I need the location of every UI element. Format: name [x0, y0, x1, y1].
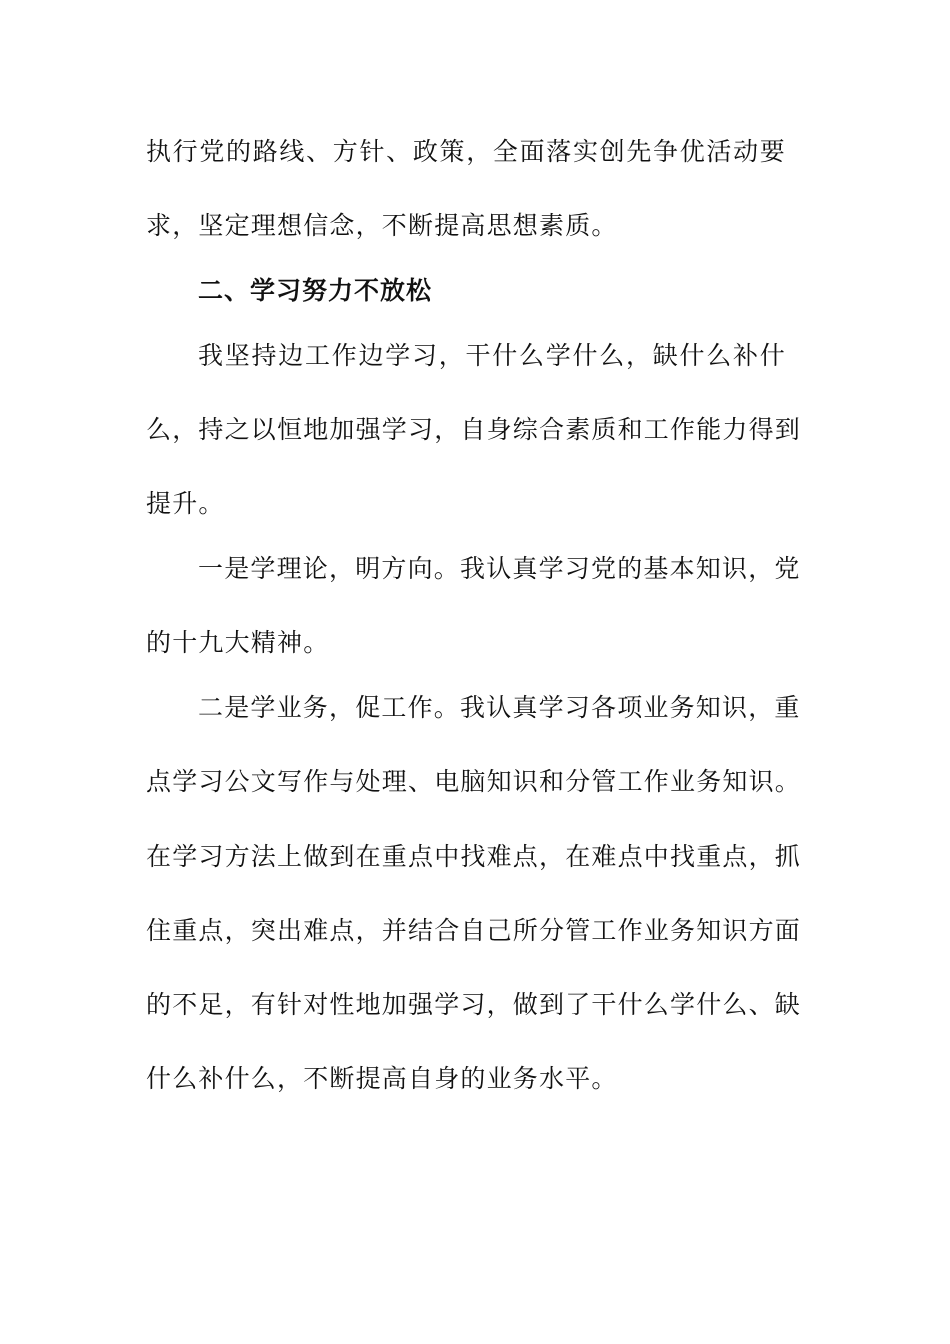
body-text-line: 什么补什么，不断提高自身的业务水平。 [146, 1064, 618, 1093]
body-text-line: 二是学业务，促工作。我认真学习各项业务知识，重 [198, 693, 801, 722]
body-text-line: 点学习公文写作与处理、电脑知识和分管工作业务知识。 [146, 767, 802, 796]
body-text-line: 一是学理论，明方向。我认真学习党的基本知识，党 [198, 554, 801, 583]
body-text-line: 执行党的路线、方针、政策，全面落实创先争优活动要 [146, 137, 786, 166]
body-text-line: 的不足，有针对性地加强学习，做到了干什么学什么、缺 [146, 990, 802, 1019]
body-text-line: 在学习方法上做到在重点中找难点，在难点中找重点，抓 [146, 842, 802, 871]
section-heading: 二、学习努力不放松 [198, 276, 433, 305]
body-text-line: 么，持之以恒地加强学习，自身综合素质和工作能力得到 [146, 415, 802, 444]
body-text-line: 求，坚定理想信念，不断提高思想素质。 [146, 211, 618, 240]
body-text-line: 的十九大精神。 [146, 628, 330, 657]
body-text-line: 住重点，突出难点，并结合自己所分管工作业务知识方面 [146, 916, 802, 945]
body-text-line: 我坚持边工作边学习，干什么学什么，缺什么补什 [198, 341, 786, 370]
body-text-line: 提升。 [146, 489, 225, 518]
